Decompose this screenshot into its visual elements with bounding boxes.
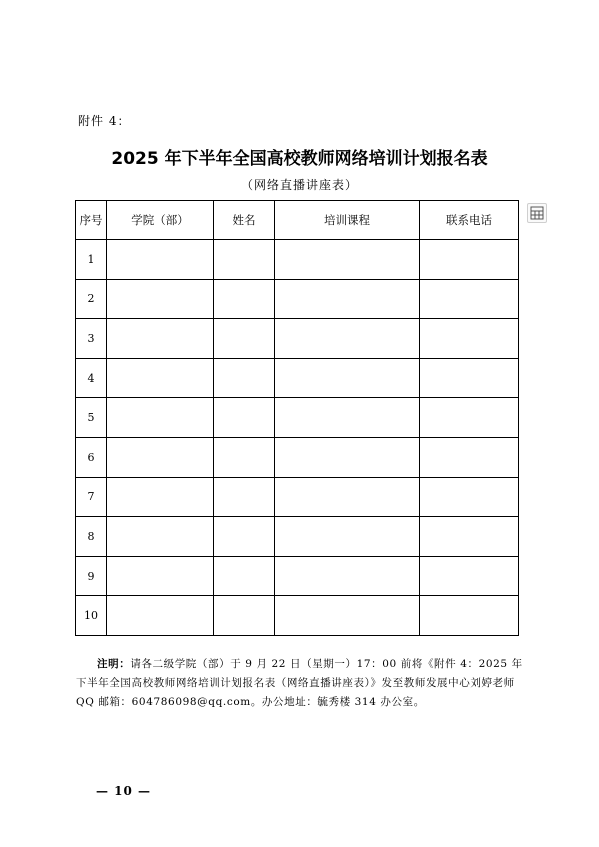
cell-phone[interactable]: [420, 517, 519, 557]
cell-phone[interactable]: [420, 477, 519, 517]
cell-phone[interactable]: [420, 596, 519, 636]
cell-seq: 3: [76, 319, 107, 359]
note-text: 请各二级学院（部）于 9 月 22 日（星期一）17：00 前将《附件 4：2025 年下半年全国高校教师网络培训计划报名表（网络直播讲座表）》发至教师发展中心刘婷老师 QQ 邮箱：604786098@qq.com。办公地址：毓秀楼 314 办公室。: [76, 658, 523, 708]
cell-course[interactable]: [275, 596, 420, 636]
registration-table: [75, 200, 519, 636]
cell-seq: 4: [76, 358, 107, 398]
cell-name[interactable]: [214, 517, 275, 557]
cell-name[interactable]: [214, 556, 275, 596]
cell-name[interactable]: [214, 398, 275, 438]
cell-seq: 5: [76, 398, 107, 438]
cell-phone[interactable]: [420, 556, 519, 596]
cell-phone[interactable]: [420, 398, 519, 438]
cell-seq: 9: [76, 556, 107, 596]
table-row: [76, 279, 519, 319]
table-row: [76, 477, 519, 517]
cell-college[interactable]: [107, 358, 214, 398]
cell-college[interactable]: [107, 556, 214, 596]
cell-phone[interactable]: [420, 279, 519, 319]
page-number: — 10 —: [96, 784, 152, 798]
cell-phone[interactable]: [420, 319, 519, 359]
cell-course[interactable]: [275, 517, 420, 557]
table-row: [76, 556, 519, 596]
cell-phone[interactable]: [420, 358, 519, 398]
cell-seq: 8: [76, 517, 107, 557]
table-row: [76, 358, 519, 398]
cell-college[interactable]: [107, 319, 214, 359]
header-seq: 序号: [76, 201, 107, 240]
table-row: [76, 319, 519, 359]
cell-seq: 2: [76, 279, 107, 319]
page-title: 2025 年下半年全国高校教师网络培训计划报名表: [111, 149, 488, 169]
table-select-icon[interactable]: [527, 203, 547, 223]
cell-college[interactable]: [107, 517, 214, 557]
cell-course[interactable]: [275, 477, 420, 517]
cell-seq: 7: [76, 477, 107, 517]
cell-name[interactable]: [214, 596, 275, 636]
header-name: 姓名: [214, 201, 275, 240]
page-subtitle: （网络直播讲座表）: [240, 178, 358, 192]
cell-course[interactable]: [275, 240, 420, 280]
table-row: [76, 437, 519, 477]
table-row: [76, 398, 519, 438]
cell-course[interactable]: [275, 398, 420, 438]
cell-course[interactable]: [275, 358, 420, 398]
attachment-label: 附件 4：: [78, 114, 131, 128]
header-course: 培训课程: [275, 201, 420, 240]
table-header-row: [76, 201, 519, 240]
cell-name[interactable]: [214, 358, 275, 398]
table-body: [76, 240, 519, 636]
cell-college[interactable]: [107, 279, 214, 319]
cell-course[interactable]: [275, 556, 420, 596]
cell-course[interactable]: [275, 437, 420, 477]
cell-college[interactable]: [107, 398, 214, 438]
table-row: [76, 517, 519, 557]
cell-seq: 10: [76, 596, 107, 636]
cell-seq: 6: [76, 437, 107, 477]
note-label: 注明：: [97, 658, 131, 670]
header-phone: 联系电话: [420, 201, 519, 240]
cell-phone[interactable]: [420, 437, 519, 477]
cell-name[interactable]: [214, 319, 275, 359]
cell-college[interactable]: [107, 437, 214, 477]
cell-course[interactable]: [275, 319, 420, 359]
table-row: [76, 596, 519, 636]
table-row: [76, 240, 519, 280]
cell-college[interactable]: [107, 477, 214, 517]
cell-phone[interactable]: [420, 240, 519, 280]
cell-name[interactable]: [214, 240, 275, 280]
cell-name[interactable]: [214, 437, 275, 477]
cell-course[interactable]: [275, 279, 420, 319]
cell-college[interactable]: [107, 240, 214, 280]
note-paragraph: [76, 655, 526, 712]
cell-seq: 1: [76, 240, 107, 280]
cell-name[interactable]: [214, 279, 275, 319]
cell-name[interactable]: [214, 477, 275, 517]
cell-college[interactable]: [107, 596, 214, 636]
header-college: 学院（部）: [107, 201, 214, 240]
